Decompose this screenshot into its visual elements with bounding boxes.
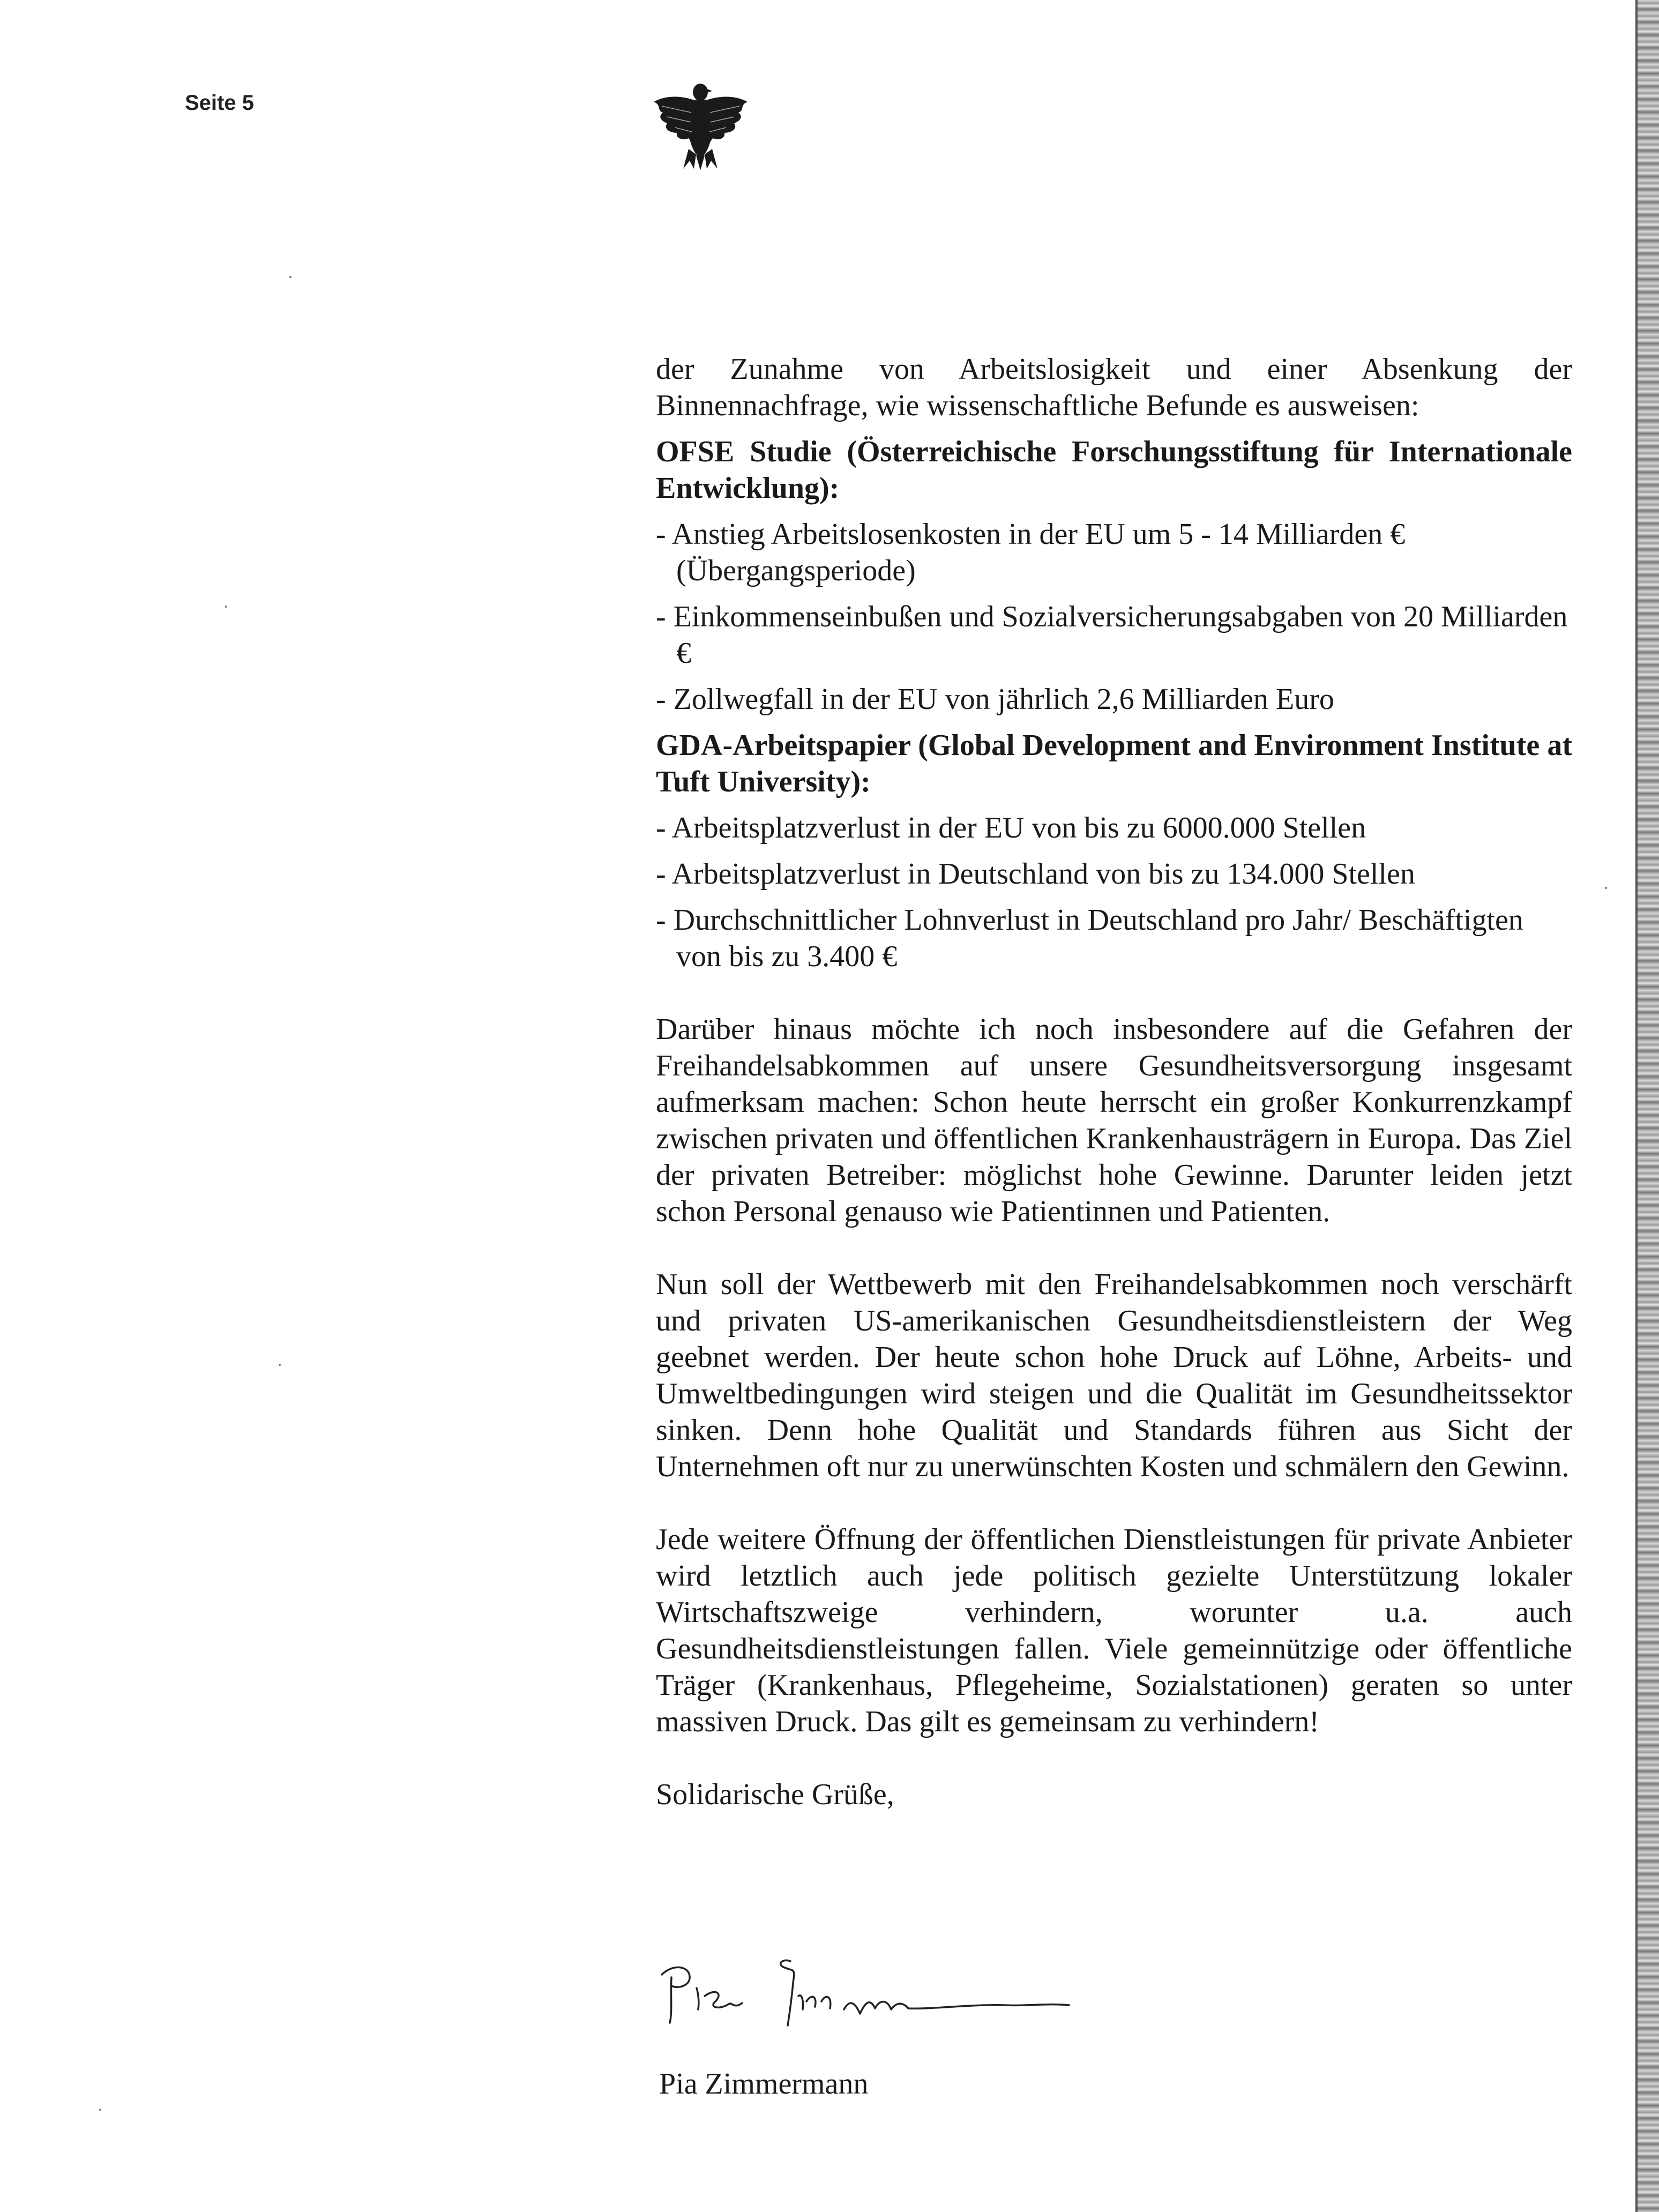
closing-salutation: Solidarische Grüße, (656, 1778, 894, 1811)
scan-speck (225, 606, 227, 608)
list-item: - Einkommenseinbußen und Sozialversicherungsabgaben von 20 Milliarden € (656, 600, 1568, 670)
list-item: - Arbeitsplatzverlust in Deutschland von bis zu 134.000 Stellen (656, 857, 1415, 891)
list-item: - Anstieg Arbeitslosenkosten in der EU um 5 - 14 Milliarden € (Übergangsperiode) (656, 518, 1406, 587)
page-number: Seite 5 (185, 91, 254, 115)
handwritten-signature (651, 1951, 1133, 2042)
intro-paragraph: der Zunahme von Arbeitslosigkeit und einer Absenkung der Binnennachfrage, wie wissenschaftliche Befunde es ausweisen: (656, 353, 1572, 422)
letter-body (656, 351, 1572, 1813)
scan-speck (99, 2109, 101, 2111)
list-item: - Zollwegfall in der EU von jährlich 2,6 Milliarden Euro (656, 683, 1334, 716)
body-paragraph: Jede weitere Öffnung der öffentlichen Dienstleistungen für private Anbieter wird letztlich auch jede politisch gezielte Unterstützung lokaler Wirtschaftszweige verhindern, worunter u.a. auch Gesundheitsdienstleistungen fallen. Viele gemeinnützige oder öffentliche Träger (Krankenhaus, Pflegeheime, Sozialstationen) geraten so unter massiven Druck. Das gilt es gemeinsam zu verhindern! (656, 1523, 1572, 1738)
list-item: - Arbeitsplatzverlust in der EU von bis zu 6000.000 Stellen (656, 811, 1366, 845)
body-paragraph: Darüber hinaus möchte ich noch insbesondere auf die Gefahren der Freihandelsabkommen auf unsere Gesundheitsversorgung insgesamt aufmerksam machen: Schon heute herrscht ein großer Konkurrenzkampf zwischen privaten und öffentlichen Krankenhausträgern in Europa. Das Ziel der privaten Betreiber: möglichst hohe Gewinne. Darunter leiden jetzt schon Personal genauso wie Patientinnen und Patienten. (656, 1013, 1572, 1228)
section-heading-gda: GDA-Arbeitspapier (Global Development and Environment Institute at Tuft University): (656, 729, 1572, 798)
list-item: - Durchschnittlicher Lohnverlust in Deutschland pro Jahr/ Beschäftigten von bis zu 3.400 € (656, 903, 1523, 973)
section-heading-ofse: OFSE Studie (Österreichische Forschungsstiftung für Internationale Entwicklung): (656, 435, 1572, 505)
scan-edge-shadow (1638, 0, 1659, 2212)
scan-speck (279, 1364, 281, 1366)
federal-eagle-icon (651, 80, 750, 171)
scan-speck (1605, 887, 1607, 889)
signer-name: Pia Zimmermann (659, 2067, 869, 2101)
scan-speck (289, 276, 292, 278)
body-paragraph: Nun soll der Wettbewerb mit den Freihandelsabkommen noch verschärft und privaten US-amerikanischen Gesundheitsdienstleistern der Weg geebnet werden. Der heute schon hohe Druck auf Löhne, Arbeits- und Umweltbedingungen wird steigen und die Qualität im Gesundheitssektor sinken. Denn hohe Qualität und Standards führen aus Sicht der Unternehmen oft nur zu unerwünschten Kosten und schmälern den Gewinn. (656, 1268, 1572, 1483)
